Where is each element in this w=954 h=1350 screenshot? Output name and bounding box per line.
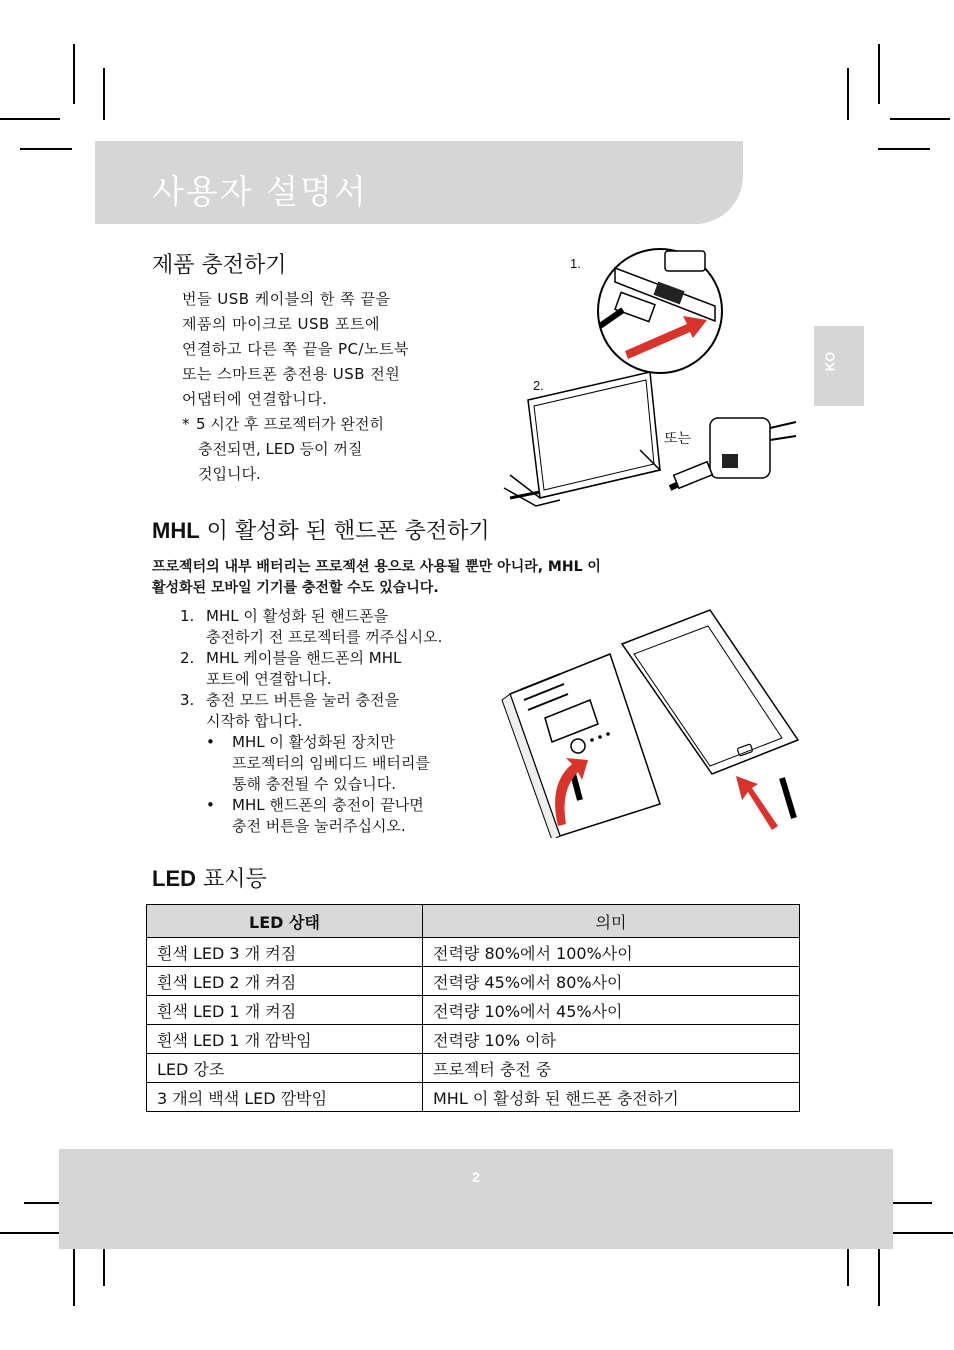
table-cell: 프로젝터 충전 중 (423, 1054, 800, 1083)
led-status-table (146, 904, 800, 1112)
list-item (180, 648, 442, 690)
text-line: 활성화된 모바일 기기를 충전할 수도 있습니다. (152, 580, 439, 596)
table-cell: MHL 이 활성화 된 핸드폰 충전하기 (423, 1083, 800, 1112)
text-line: 프로젝터의 임베디드 배터리를 (232, 754, 430, 772)
text-line: 제품의 마이크로 USB 포트에 (182, 315, 380, 333)
text-line: MHL 케이블을 핸드폰의 MHL (206, 649, 402, 667)
text-line: 연결하고 다른 쪽 끝을 PC/노트북 (182, 340, 410, 358)
crop-mark (893, 1232, 953, 1234)
table-row (147, 1054, 800, 1083)
charging-note (182, 412, 384, 487)
text-line: MHL 이 활성화 된 핸드폰을 (206, 607, 389, 625)
table-cell: 전력량 80%에서 100%사이 (423, 938, 800, 967)
laptop-adapter-illustration (500, 370, 810, 508)
crop-mark (878, 148, 930, 150)
language-tab-label: KO (822, 351, 838, 372)
table-row (147, 1025, 800, 1054)
table-row (147, 1083, 800, 1112)
figure-label-1: 1. (570, 256, 581, 271)
text-line: 어댑터에 연결합니다. (182, 390, 328, 408)
or-label: 또는 (664, 431, 692, 447)
section-title-led-bold: LED (152, 866, 196, 891)
text-line: 충전 버튼을 눌러주십시오. (232, 817, 406, 835)
table-row (147, 938, 800, 967)
language-tab (814, 326, 864, 406)
table-cell: 3 개의 백색 LED 깜박임 (147, 1083, 423, 1112)
text-line: 또는 스마트폰 충전용 USB 전원 (182, 365, 401, 383)
crop-mark (103, 68, 105, 120)
table-cell: LED 강조 (147, 1054, 423, 1083)
crop-mark (847, 68, 849, 120)
crop-mark (0, 118, 60, 120)
section-title-led (152, 862, 267, 893)
text-line: 시작하 합니다. (206, 712, 303, 730)
text-line: 번들 USB 케이블의 한 쪽 끝을 (182, 290, 391, 308)
projector-phone-illustration (500, 604, 810, 838)
column-header-led-state: LED 상태 (147, 905, 423, 938)
crop-mark (73, 44, 75, 104)
table-cell: 흰색 LED 1 개 깜박임 (147, 1025, 423, 1054)
table-row (147, 967, 800, 996)
footer-band (59, 1149, 893, 1249)
list-item (206, 795, 442, 837)
step-number: 1. (180, 607, 195, 625)
mhl-intro (152, 557, 601, 599)
text-line: 충전되면, LED 등이 꺼질 (198, 440, 363, 458)
charging-instructions (182, 287, 409, 412)
crop-mark (890, 118, 950, 120)
crop-mark (20, 148, 72, 150)
table-header-row (147, 905, 800, 938)
list-item (180, 690, 442, 837)
crop-mark (0, 1232, 60, 1234)
text-line: MHL 이 활성화된 장치만 (232, 733, 395, 751)
figure-label-2: 2. (533, 378, 544, 393)
page-number: 2 (472, 1169, 480, 1185)
crop-mark (878, 44, 880, 104)
section-title-led-rest: 표시등 (196, 867, 267, 892)
list-item (180, 606, 442, 648)
bullet-dot: • (206, 733, 215, 751)
text-line: MHL 핸드폰의 충전이 끝나면 (232, 796, 424, 814)
column-header-meaning: 의미 (423, 905, 800, 938)
text-line: 5 시간 후 프로젝터가 완전히 (196, 415, 385, 433)
mhl-steps (180, 606, 442, 837)
text-line: 충전 모드 버튼을 눌러 충전을 (206, 691, 399, 709)
list-item (206, 732, 442, 795)
text-line: 포트에 연결합니다. (206, 670, 332, 688)
note-marker: * (182, 415, 190, 433)
usb-connection-illustration (595, 246, 725, 376)
crop-mark (73, 1246, 75, 1306)
text-line: 충전하기 전 프로젝터를 꺼주십시오. (206, 628, 443, 646)
text-line: 프로젝터의 내부 배터리는 프로젝션 용으로 사용될 뿐만 아니라, MHL 이 (152, 559, 601, 575)
table-cell: 흰색 LED 1 개 켜짐 (147, 996, 423, 1025)
section-title-charging: 제품 충전하기 (152, 253, 287, 278)
section-title-mhl-bold: MHL (152, 518, 200, 543)
step-number: 3. (180, 691, 195, 709)
crop-mark (878, 1246, 880, 1306)
table-row (147, 996, 800, 1025)
step-number: 2. (180, 649, 195, 667)
table-cell: 전력량 45%에서 80%사이 (423, 967, 800, 996)
mhl-bullets (206, 732, 442, 837)
section-title-mhl (152, 514, 490, 545)
table-cell: 전력량 10%에서 45%사이 (423, 996, 800, 1025)
table-cell: 흰색 LED 3 개 켜짐 (147, 938, 423, 967)
table-cell: 전력량 10% 이하 (423, 1025, 800, 1054)
page-title: 사용자 설명서 (152, 172, 368, 211)
table-cell: 흰색 LED 2 개 켜짐 (147, 967, 423, 996)
bullet-dot: • (206, 796, 215, 814)
text-line: 통해 충전될 수 있습니다. (232, 775, 396, 793)
text-line: 것입니다. (198, 465, 261, 483)
section-title-mhl-rest: 이 활성화 된 핸드폰 충전하기 (199, 519, 490, 544)
